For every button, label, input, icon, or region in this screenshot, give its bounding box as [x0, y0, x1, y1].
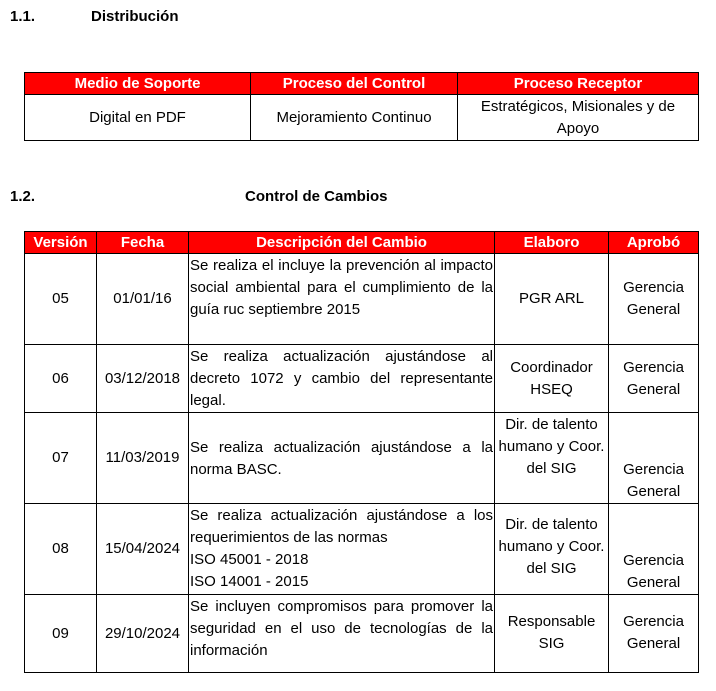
column-header: Elaboro: [495, 232, 609, 254]
description-cell: [189, 413, 495, 504]
version-cell: 08: [25, 504, 97, 595]
author-cell: PGR ARL: [495, 254, 609, 345]
change-control-table: [24, 231, 699, 673]
approver-cell: Gerencia General: [609, 345, 699, 413]
section-number: 1.2.: [10, 188, 36, 205]
table-header-row: [25, 73, 699, 95]
date-cell: 29/10/2024: [97, 595, 189, 673]
table-row: [25, 595, 699, 673]
table-row: [25, 254, 699, 345]
table-row: [25, 504, 699, 595]
table-cell: Estratégicos, Misionales y de Apoyo: [458, 95, 699, 141]
description-line: ISO 14001 - 2015: [190, 573, 309, 590]
date-cell: 15/04/2024: [97, 504, 189, 595]
section-number: 1.1.: [10, 8, 36, 25]
column-header: Descripción del Cambio: [189, 232, 495, 254]
approver-cell: Gerencia General: [609, 504, 699, 595]
column-header: Medio de Soporte: [25, 73, 251, 95]
table-cell: Mejoramiento Continuo: [251, 95, 458, 141]
distribution-table: [24, 72, 699, 141]
column-header: Aprobó: [609, 232, 699, 254]
table-row: [25, 345, 699, 413]
section-title: Distribución: [91, 8, 179, 25]
date-cell: 11/03/2019: [97, 413, 189, 504]
description-cell: [189, 504, 495, 595]
author-cell: Responsable SIG: [495, 595, 609, 673]
version-cell: 06: [25, 345, 97, 413]
description-line: Se realiza actualización ajustándose al decreto 1072 y cambio del representante legal.: [190, 348, 493, 409]
approver-cell: Gerencia General: [609, 413, 699, 504]
description-cell: [189, 345, 495, 413]
description-line: Se incluyen compromisos para promover la seguridad en el uso de tecnologías de la información: [190, 598, 493, 659]
approver-cell: Gerencia General: [609, 595, 699, 673]
table-row: [25, 95, 699, 141]
version-cell: 09: [25, 595, 97, 673]
version-cell: 05: [25, 254, 97, 345]
description-line: ISO 45001 - 2018: [190, 551, 309, 568]
table-cell: Digital en PDF: [25, 95, 251, 141]
description-cell: [189, 595, 495, 673]
approver-cell: Gerencia General: [609, 254, 699, 345]
description-line: Se realiza actualización ajustándose a la norma BASC.: [190, 438, 493, 478]
author-cell: Dir. de talento humano y Coor. del SIG: [495, 413, 609, 504]
version-cell: 07: [25, 413, 97, 504]
table-row: [25, 413, 699, 504]
author-cell: Coordinador HSEQ: [495, 345, 609, 413]
column-header: Proceso Receptor: [458, 73, 699, 95]
column-header: Proceso del Control: [251, 73, 458, 95]
date-cell: 01/01/16: [97, 254, 189, 345]
column-header: Versión: [25, 232, 97, 254]
description-cell: [189, 254, 495, 345]
column-header: Fecha: [97, 232, 189, 254]
author-cell: Dir. de talento humano y Coor. del SIG: [495, 504, 609, 595]
description-line: Se realiza actualización ajustándose a los requerimientos de las normas: [190, 507, 493, 546]
date-cell: 03/12/2018: [97, 345, 189, 413]
section-title: Control de Cambios: [245, 188, 388, 205]
table-header-row: [25, 232, 699, 254]
description-line: Se realiza el incluye la prevención al impacto social ambiental para el cumplimiento de la guía ruc septiembre 2015: [190, 257, 493, 318]
